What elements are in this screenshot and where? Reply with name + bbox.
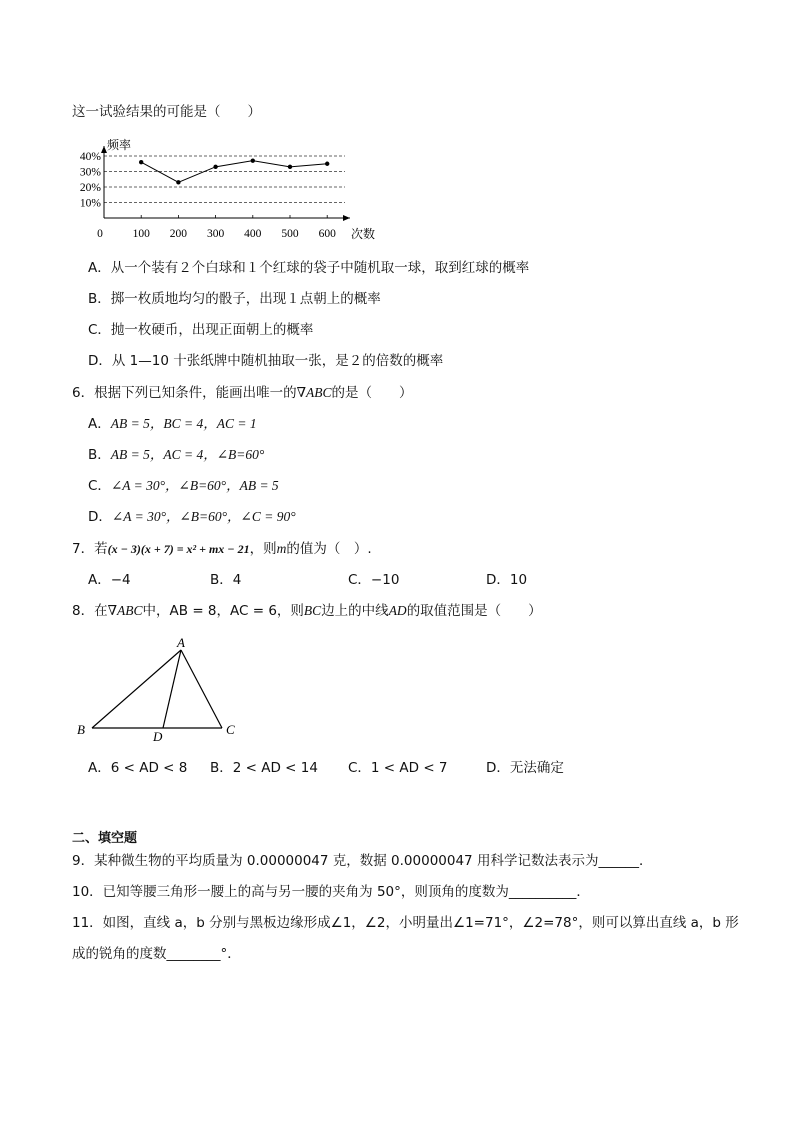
q6-option-b[interactable] <box>88 446 264 464</box>
q6-stem <box>72 384 413 402</box>
x-tick-label-600: 600 <box>318 228 336 240</box>
q8-option-b[interactable]: B．2 < AD < 14 <box>210 760 318 776</box>
q8-mid2: 边上的中线 <box>321 603 389 619</box>
section-fill-in-title: 二、填空题 <box>72 831 138 846</box>
q9-text: 9．某种微生物的平均质量为 0.00000047 克，数据 0.00000047 用科学记数法表示为______． <box>72 853 653 869</box>
y-tick-label-30: 30% <box>79 166 101 179</box>
side-ac <box>181 650 222 728</box>
q6-option-a-label: A． <box>88 416 111 432</box>
q5-option-d[interactable]: D．从 1—10 十张纸牌中随机抽取一张，是２的倍数的概率 <box>88 353 444 369</box>
q7-option-b[interactable]: B．4 <box>210 572 242 588</box>
side-ab <box>92 650 181 728</box>
data-point-600 <box>325 162 329 166</box>
q8-pre: 在 <box>94 603 108 619</box>
x-axis-arrow <box>343 215 350 221</box>
q6-option-c[interactable] <box>88 477 279 495</box>
data-point-300 <box>213 165 217 169</box>
q8-number: 8． <box>72 603 95 619</box>
data-point-100 <box>139 160 143 164</box>
q5-option-c[interactable]: C．抛一枚硬币，出现正面朝上的概率 <box>88 322 314 338</box>
q6-stem-pre: 根据下列已知条件，能画出唯一的 <box>94 385 297 401</box>
q6-option-a[interactable] <box>88 415 257 433</box>
q8-median: AD <box>388 603 407 618</box>
x-tick-label-200: 200 <box>169 228 188 240</box>
median-ad <box>163 650 181 728</box>
q11-line2: 成的锐角的度数________°． <box>72 946 241 962</box>
q6-triangle: ∇ABC <box>296 385 332 400</box>
q8-option-a[interactable]: A．6 < AD < 8 <box>88 760 188 776</box>
q7-option-a[interactable]: A．−4 <box>88 572 131 588</box>
q10-text: 10．已知等腰三角形一腰上的高与另一腰的夹角为 50°，则顶角的度数为__________． <box>72 884 590 900</box>
q7-number: 7． <box>72 541 95 557</box>
vertex-b-label: B <box>77 722 85 737</box>
y-tick-label-20: 20% <box>79 182 101 194</box>
q6-option-d-text: ∠A = 30°，∠B=60°，∠C = 90° <box>111 509 296 524</box>
q6-number: 6． <box>72 385 95 401</box>
q7-expression: (x − 3)(x + 7) = x² + mx − 21 <box>107 542 250 556</box>
q5-stem: 这一试验结果的可能是（ ） <box>72 104 261 120</box>
q7-option-d[interactable]: D．10 <box>486 572 528 588</box>
y-tick-label-10: 10% <box>79 197 101 210</box>
x-tick-label-400: 400 <box>244 228 262 240</box>
q8-triangle: ∇ABC <box>107 603 143 618</box>
q6-option-b-text: AB = 5，AC = 4，∠B=60° <box>110 447 265 462</box>
q5-option-b[interactable]: B．掷一枚质地均匀的骰子，出现１点朝上的概率 <box>88 291 381 307</box>
q6-option-a-text: AB = 5，BC = 4，AC = 1 <box>110 416 257 431</box>
vertex-c-label: C <box>226 722 235 737</box>
triangle-abc-figure <box>70 632 250 742</box>
q5-option-a[interactable]: A．从一个装有２个白球和１个红球的袋子中随机取一球，取到红球的概率 <box>88 260 530 276</box>
q6-option-c-label: C． <box>88 478 111 494</box>
q6-option-d[interactable] <box>88 508 296 526</box>
point-d-label: D <box>153 729 163 744</box>
data-point-500 <box>288 165 292 169</box>
x-tick-label-300: 300 <box>206 228 225 240</box>
q8-side: BC <box>303 603 322 618</box>
q7-option-c[interactable]: C．−10 <box>348 572 400 588</box>
q7-pre: 若 <box>94 541 108 557</box>
q7-post: 的值为（ ）. <box>286 541 372 557</box>
q8-stem <box>72 602 542 620</box>
x-axis-title: 次数 <box>351 227 376 241</box>
frequency-line-chart <box>68 138 376 241</box>
q8-option-c[interactable]: C．1 < AD < 7 <box>348 760 448 776</box>
q11-line1: 11．如图，直线 a，b 分别与黑板边缘形成∠1，∠2，小明量出∠1=71°，∠2=78°，则可以算出直线 a，b 形 <box>72 915 739 931</box>
q7-variable: m <box>276 541 287 556</box>
q8-post: 的取值范围是（ ） <box>406 603 542 619</box>
q6-option-c-text: ∠A = 30°，∠B=60°，AB = 5 <box>110 478 279 493</box>
y-axis-title: 频率 <box>107 138 132 152</box>
q8-option-d[interactable]: D．无法确定 <box>486 760 564 776</box>
q6-option-b-label: B． <box>88 447 111 463</box>
q8-mid: 中，AB = 8，AC = 6，则 <box>142 603 304 619</box>
data-point-200 <box>176 180 180 184</box>
q6-stem-post: 的是（ ） <box>331 385 413 401</box>
q6-option-d-label: D． <box>88 509 112 525</box>
origin-label: 0 <box>97 228 103 240</box>
vertex-a-label: A <box>177 635 185 650</box>
q7-stem <box>72 540 372 558</box>
x-tick-label-100: 100 <box>132 228 150 240</box>
y-tick-label-40: 40% <box>79 151 101 163</box>
q7-post-pre: ，则 <box>249 541 277 557</box>
data-point-400 <box>251 158 255 162</box>
x-tick-label-500: 500 <box>281 228 299 240</box>
